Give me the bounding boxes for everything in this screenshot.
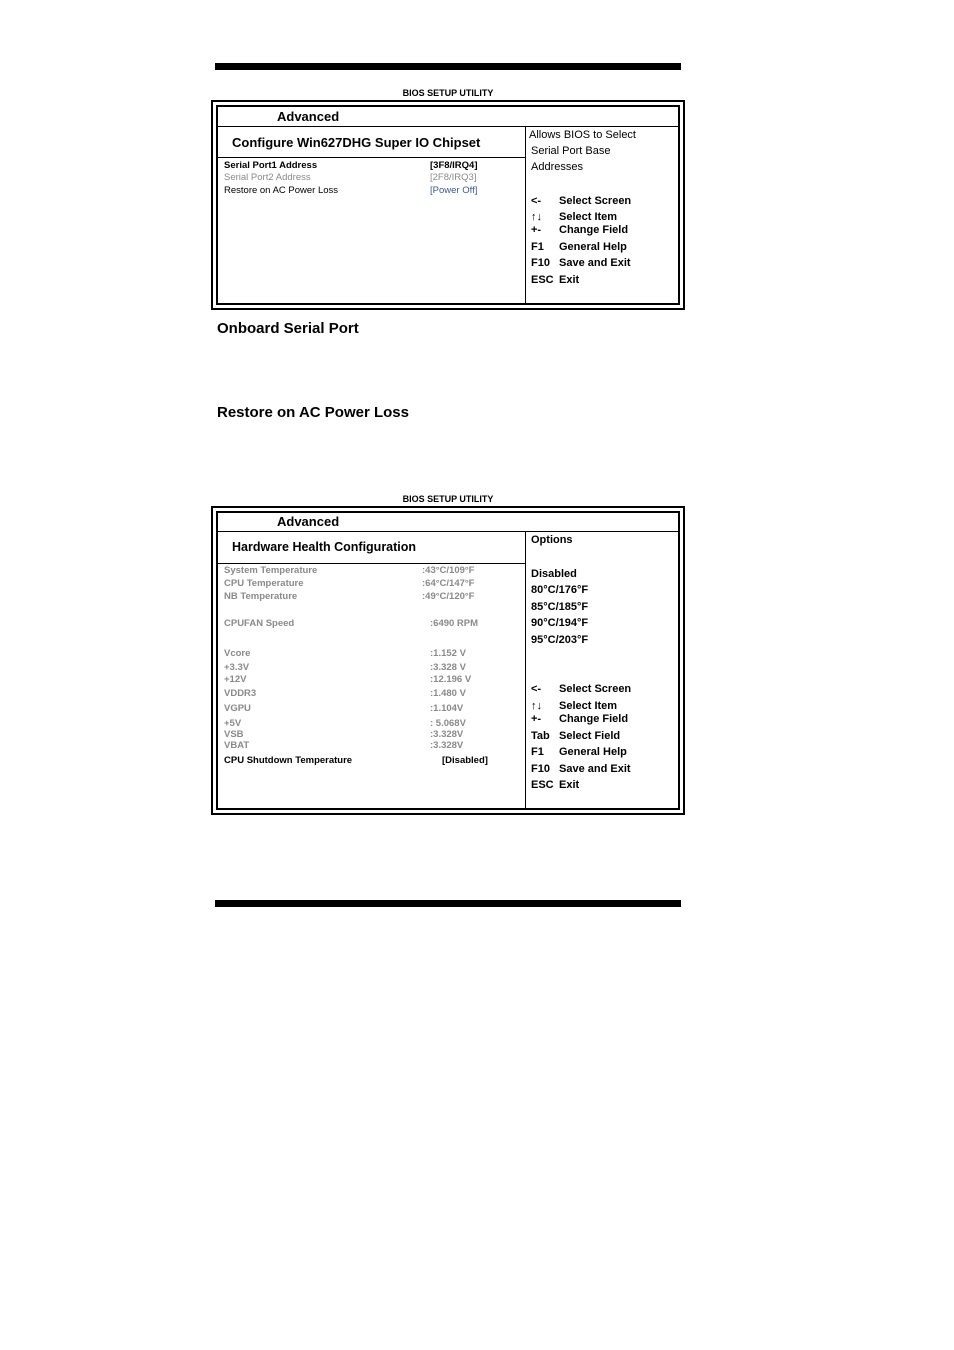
tab-advanced[interactable]: Advanced — [277, 514, 340, 529]
key-hint: <- Select Screen — [531, 195, 632, 207]
key-hint: ↑↓ Select Item — [531, 700, 618, 712]
vgpu-value: :1.104V — [430, 703, 464, 714]
key-hint: ESC Exit — [531, 274, 580, 286]
options-title: Options — [531, 534, 573, 546]
v5-label: +5V — [224, 718, 242, 729]
key-hint: +- Change Field — [531, 224, 629, 236]
vcore-label: Vcore — [224, 648, 251, 659]
restore-ac-label[interactable]: Restore on AC Power Loss — [224, 185, 339, 196]
v12-value: :12.196 V — [430, 674, 472, 685]
serial-port1-value[interactable]: [3F8/IRQ4] — [430, 160, 478, 171]
key-hint: F10 Save and Exit — [531, 257, 631, 269]
key-hint: F1 General Help — [531, 746, 627, 758]
section-title: Configure Win627DHG Super IO Chipset — [232, 135, 481, 150]
option-item[interactable]: Disabled — [531, 568, 577, 580]
vsb-label: VSB — [224, 729, 244, 740]
system-temp-label: System Temperature — [224, 565, 318, 576]
bios-caption: BIOS SETUP UTILITY — [402, 88, 494, 98]
option-item[interactable]: 95°C/203°F — [531, 634, 589, 646]
key-hint: <- Select Screen — [531, 683, 632, 695]
vcore-value: :1.152 V — [430, 648, 466, 659]
cpu-temp-label: CPU Temperature — [224, 578, 304, 589]
key-hint: F1 General Help — [531, 241, 627, 253]
serial-port2-label: Serial Port2 Address — [224, 172, 311, 183]
bottom-rule — [215, 900, 681, 907]
key-hint: ↑↓ Select Item — [531, 211, 618, 223]
vbat-value: :3.328V — [430, 740, 464, 751]
cpu-shutdown-label[interactable]: CPU Shutdown Temperature — [224, 755, 353, 766]
vsb-value: :3.328V — [430, 729, 464, 740]
restore-ac-value[interactable]: [Power Off] — [430, 185, 478, 196]
serial-port1-label[interactable]: Serial Port1 Address — [224, 160, 318, 171]
section-title: Hardware Health Configuration — [232, 540, 417, 554]
help-line: Serial Port Base — [531, 145, 611, 157]
v33-value: :3.328 V — [430, 662, 466, 673]
option-item[interactable]: 90°C/194°F — [531, 617, 589, 629]
vgpu-label: VGPU — [224, 703, 251, 714]
cpu-temp-value: :64°C/147°F — [422, 578, 475, 589]
heading-restore-ac: Restore on AC Power Loss — [217, 404, 409, 421]
v12-label: +12V — [224, 674, 247, 685]
option-item[interactable]: 85°C/185°F — [531, 601, 589, 613]
serial-port2-value: [2F8/IRQ3] — [430, 172, 477, 183]
heading-onboard-serial: Onboard Serial Port — [217, 320, 359, 337]
tab-advanced[interactable]: Advanced — [277, 109, 340, 124]
help-line: Allows BIOS to Select — [529, 129, 636, 141]
nb-temp-label: NB Temperature — [224, 591, 298, 602]
vbat-label: VBAT — [224, 740, 250, 751]
key-hint: Tab Select Field — [531, 730, 621, 742]
cpufan-value: :6490 RPM — [430, 618, 479, 629]
v5-value: : 5.068V — [430, 718, 466, 729]
system-temp-value: :43°C/109°F — [422, 565, 475, 576]
top-rule — [215, 63, 681, 70]
cpu-shutdown-value[interactable]: [Disabled] — [442, 755, 488, 766]
help-line: Addresses — [531, 161, 583, 173]
option-item[interactable]: 80°C/176°F — [531, 584, 589, 596]
key-hint: ESC Exit — [531, 779, 580, 791]
nb-temp-value: :49°C/120°F — [422, 591, 475, 602]
v33-label: +3.3V — [224, 662, 250, 673]
vddr3-value: :1.480 V — [430, 688, 466, 699]
key-hint: F10 Save and Exit — [531, 763, 631, 775]
bios-caption: BIOS SETUP UTILITY — [402, 494, 494, 504]
cpufan-label: CPUFAN Speed — [224, 618, 295, 629]
vddr3-label: VDDR3 — [224, 688, 257, 699]
key-hint: +- Change Field — [531, 713, 629, 725]
